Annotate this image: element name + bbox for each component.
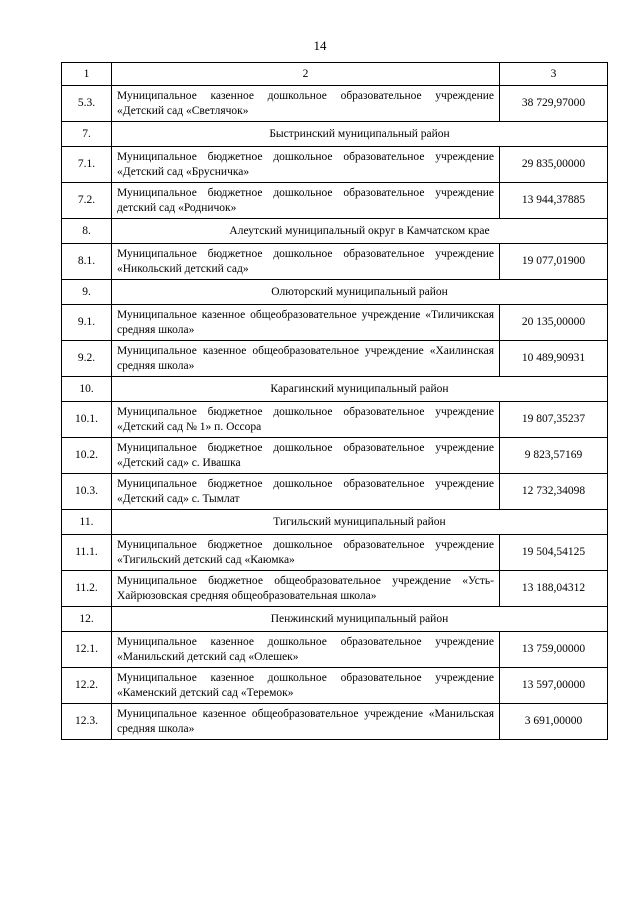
row-number: 7.2. bbox=[62, 183, 112, 219]
column-header-1: 1 bbox=[62, 63, 112, 86]
institution-name: Муниципальное бюджетное дошкольное образовательное учреждение «Детский сад» с. Ивашка bbox=[112, 438, 500, 474]
amount-value: 13 759,00000 bbox=[500, 632, 608, 668]
table-row bbox=[62, 704, 608, 740]
table-header-row bbox=[62, 63, 608, 86]
section-number: 9. bbox=[62, 280, 112, 305]
section-number: 12. bbox=[62, 607, 112, 632]
section-row bbox=[62, 280, 608, 305]
amount-value: 19 504,54125 bbox=[500, 535, 608, 571]
table-row bbox=[62, 535, 608, 571]
amount-value: 13 188,04312 bbox=[500, 571, 608, 607]
section-row bbox=[62, 219, 608, 244]
institution-name: Муниципальное бюджетное дошкольное образовательное учреждение «Тигильский детский сад «Каюмка» bbox=[112, 535, 500, 571]
institution-name: Муниципальное казенное дошкольное образовательное учреждение «Каменский детский сад «Теремок» bbox=[112, 668, 500, 704]
section-row bbox=[62, 377, 608, 402]
table-row bbox=[62, 183, 608, 219]
amount-value: 13 944,37885 bbox=[500, 183, 608, 219]
table-row bbox=[62, 305, 608, 341]
row-number: 10.1. bbox=[62, 402, 112, 438]
row-number: 11.1. bbox=[62, 535, 112, 571]
allocation-table bbox=[61, 62, 608, 740]
amount-value: 13 597,00000 bbox=[500, 668, 608, 704]
institution-name: Муниципальное бюджетное дошкольное образовательное учреждение «Детский сад «Брусничка» bbox=[112, 147, 500, 183]
section-row bbox=[62, 122, 608, 147]
section-title: Карагинский муниципальный район bbox=[112, 377, 608, 402]
table-row bbox=[62, 341, 608, 377]
section-number: 7. bbox=[62, 122, 112, 147]
page-number: 14 bbox=[313, 38, 327, 53]
row-number: 11.2. bbox=[62, 571, 112, 607]
amount-value: 19 077,01900 bbox=[500, 244, 608, 280]
row-number: 7.1. bbox=[62, 147, 112, 183]
table-row bbox=[62, 571, 608, 607]
row-number: 9.1. bbox=[62, 305, 112, 341]
amount-value: 3 691,00000 bbox=[500, 704, 608, 740]
table-row bbox=[62, 402, 608, 438]
table-row bbox=[62, 668, 608, 704]
institution-name: Муниципальное бюджетное дошкольное образовательное учреждение «Детский сад № 1» п. Оссора bbox=[112, 402, 500, 438]
institution-name: Муниципальное бюджетное дошкольное образовательное учреждение детский сад «Родничок» bbox=[112, 183, 500, 219]
table-row bbox=[62, 438, 608, 474]
row-number: 5.3. bbox=[62, 86, 112, 122]
table-row bbox=[62, 474, 608, 510]
column-header-2: 2 bbox=[112, 63, 500, 86]
section-title: Олюторский муниципальный район bbox=[112, 280, 608, 305]
row-number: 9.2. bbox=[62, 341, 112, 377]
row-number: 8.1. bbox=[62, 244, 112, 280]
row-number: 10.2. bbox=[62, 438, 112, 474]
section-title: Тигильский муниципальный район bbox=[112, 510, 608, 535]
table-row bbox=[62, 86, 608, 122]
amount-value: 10 489,90931 bbox=[500, 341, 608, 377]
row-number: 12.2. bbox=[62, 668, 112, 704]
section-number: 11. bbox=[62, 510, 112, 535]
institution-name: Муниципальное казенное дошкольное образовательное учреждение «Детский сад «Светлячок» bbox=[112, 86, 500, 122]
institution-name: Муниципальное казенное дошкольное образовательное учреждение «Манильский детский сад «Олешек» bbox=[112, 632, 500, 668]
table-row bbox=[62, 244, 608, 280]
institution-name: Муниципальное бюджетное дошкольное образовательное учреждение «Детский сад» с. Тымлат bbox=[112, 474, 500, 510]
institution-name: Муниципальное казенное общеобразовательное учреждение «Тиличикская средняя школа» bbox=[112, 305, 500, 341]
institution-name: Муниципальное бюджетное общеобразовательное учреждение «Усть-Хайрюзовская средняя общеобразовательная школа» bbox=[112, 571, 500, 607]
row-number: 10.3. bbox=[62, 474, 112, 510]
section-number: 10. bbox=[62, 377, 112, 402]
table-row bbox=[62, 632, 608, 668]
section-title: Быстринский муниципальный район bbox=[112, 122, 608, 147]
section-title: Пенжинский муниципальный район bbox=[112, 607, 608, 632]
row-number: 12.3. bbox=[62, 704, 112, 740]
section-number: 8. bbox=[62, 219, 112, 244]
institution-name: Муниципальное казенное общеобразовательное учреждение «Манильская средняя школа» bbox=[112, 704, 500, 740]
amount-value: 12 732,34098 bbox=[500, 474, 608, 510]
section-row bbox=[62, 607, 608, 632]
table-row bbox=[62, 147, 608, 183]
column-header-3: 3 bbox=[500, 63, 608, 86]
amount-value: 38 729,97000 bbox=[500, 86, 608, 122]
section-title: Алеутский муниципальный округ в Камчатском крае bbox=[112, 219, 608, 244]
row-number: 12.1. bbox=[62, 632, 112, 668]
institution-name: Муниципальное бюджетное дошкольное образовательное учреждение «Никольский детский сад» bbox=[112, 244, 500, 280]
amount-value: 9 823,57169 bbox=[500, 438, 608, 474]
amount-value: 19 807,35237 bbox=[500, 402, 608, 438]
amount-value: 29 835,00000 bbox=[500, 147, 608, 183]
institution-name: Муниципальное казенное общеобразовательное учреждение «Хаилинская средняя школа» bbox=[112, 341, 500, 377]
section-row bbox=[62, 510, 608, 535]
amount-value: 20 135,00000 bbox=[500, 305, 608, 341]
